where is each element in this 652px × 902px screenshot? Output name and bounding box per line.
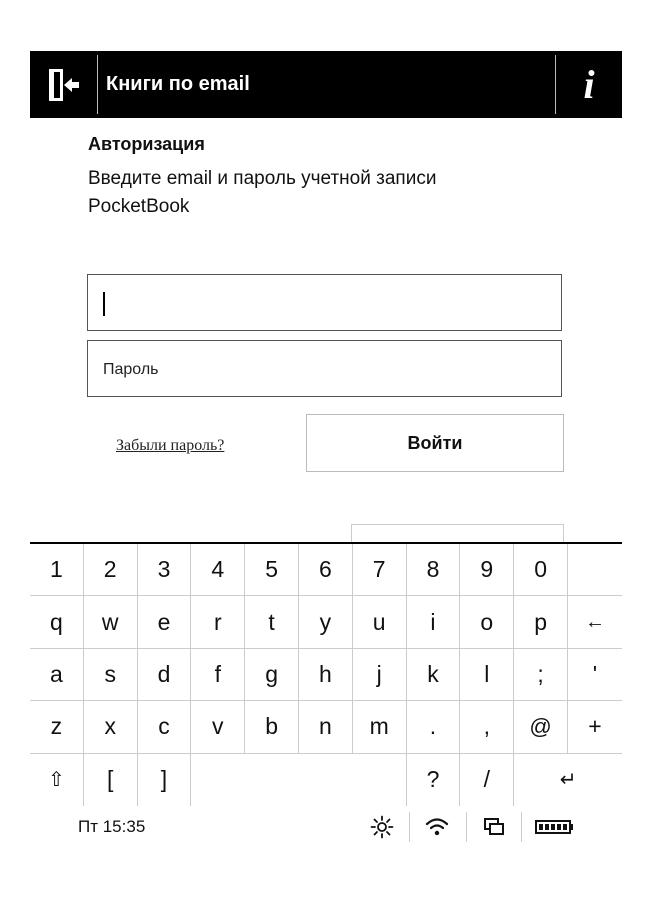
- key-b[interactable]: b: [245, 701, 299, 753]
- key-z[interactable]: z: [30, 701, 84, 753]
- key-p[interactable]: p: [514, 596, 568, 648]
- key-c[interactable]: c: [138, 701, 192, 753]
- key-i[interactable]: i: [407, 596, 461, 648]
- key-8[interactable]: 8: [407, 544, 461, 596]
- keyboard-edge: [351, 524, 564, 542]
- at-key[interactable]: @: [514, 701, 568, 753]
- key-v[interactable]: v: [191, 701, 245, 753]
- status-divider: [521, 812, 522, 842]
- empty-key[interactable]: [568, 544, 622, 596]
- key-w[interactable]: w: [84, 596, 138, 648]
- key-9[interactable]: 9: [460, 544, 514, 596]
- key-3[interactable]: 3: [138, 544, 192, 596]
- semicolon-key[interactable]: ;: [514, 649, 568, 701]
- backspace-key[interactable]: ←: [568, 596, 622, 648]
- info-icon: i: [583, 61, 595, 107]
- app-header: [30, 51, 622, 118]
- space-key[interactable]: [191, 754, 406, 806]
- key-j[interactable]: j: [353, 649, 407, 701]
- key-s[interactable]: s: [84, 649, 138, 701]
- task-manager-icon: [483, 817, 505, 837]
- enter-key[interactable]: ↵: [559, 769, 577, 792]
- page-title: Книги по email: [106, 73, 250, 95]
- password-placeholder: Пароль: [103, 361, 159, 378]
- brightness-icon: [370, 815, 394, 839]
- wifi-button[interactable]: [421, 808, 453, 846]
- key-x[interactable]: x: [84, 701, 138, 753]
- key-t[interactable]: t: [245, 596, 299, 648]
- slash-key[interactable]: /: [460, 754, 514, 806]
- battery-indicator: [533, 808, 577, 846]
- key-e[interactable]: e: [138, 596, 192, 648]
- clock: Пт 15:35: [78, 817, 146, 836]
- status-bar: [30, 808, 622, 846]
- apostrophe-key[interactable]: ': [568, 649, 622, 701]
- status-divider: [466, 812, 467, 842]
- key-1[interactable]: 1: [30, 544, 84, 596]
- email-field[interactable]: [87, 274, 562, 331]
- password-field[interactable]: [87, 340, 562, 397]
- task-manager-button[interactable]: [478, 808, 510, 846]
- text-caret: [103, 292, 105, 316]
- key-f[interactable]: f: [191, 649, 245, 701]
- exit-door-icon: [46, 67, 82, 103]
- auth-description: Введите email и пароль учетной записи PocketBook: [88, 168, 437, 217]
- right-bracket-key[interactable]: ]: [138, 754, 192, 806]
- key-m[interactable]: m: [353, 701, 407, 753]
- key-o[interactable]: o: [460, 596, 514, 648]
- comma-key[interactable]: ,: [460, 701, 514, 753]
- period-key[interactable]: .: [407, 701, 461, 753]
- key-q[interactable]: q: [30, 596, 84, 648]
- auth-title: Авторизация: [88, 134, 205, 154]
- header-divider: [97, 55, 98, 114]
- key-6[interactable]: 6: [299, 544, 353, 596]
- key-2[interactable]: 2: [84, 544, 138, 596]
- key-a[interactable]: a: [30, 649, 84, 701]
- shift-key[interactable]: ⇧: [30, 754, 84, 806]
- on-screen-keyboard: [30, 542, 622, 806]
- exit-button[interactable]: [30, 51, 97, 118]
- key-r[interactable]: r: [191, 596, 245, 648]
- key-0[interactable]: 0: [514, 544, 568, 596]
- info-button[interactable]: [556, 51, 622, 118]
- key-7[interactable]: 7: [353, 544, 407, 596]
- key-n[interactable]: n: [299, 701, 353, 753]
- key-h[interactable]: h: [299, 649, 353, 701]
- wifi-icon: [425, 816, 449, 838]
- key-u[interactable]: u: [353, 596, 407, 648]
- question-key[interactable]: ?: [407, 754, 461, 806]
- key-l[interactable]: l: [460, 649, 514, 701]
- battery-icon: [535, 819, 575, 835]
- key-g[interactable]: g: [245, 649, 299, 701]
- left-bracket-key[interactable]: [: [84, 754, 138, 806]
- status-divider: [409, 812, 410, 842]
- forgot-password-link[interactable]: Забыли пароль?: [116, 437, 225, 454]
- key-5[interactable]: 5: [245, 544, 299, 596]
- key-k[interactable]: k: [407, 649, 461, 701]
- brightness-button[interactable]: [366, 808, 398, 846]
- login-button[interactable]: Войти: [306, 414, 564, 472]
- key-4[interactable]: 4: [191, 544, 245, 596]
- key-y[interactable]: y: [299, 596, 353, 648]
- plus-key[interactable]: +: [568, 701, 622, 753]
- key-d[interactable]: d: [138, 649, 192, 701]
